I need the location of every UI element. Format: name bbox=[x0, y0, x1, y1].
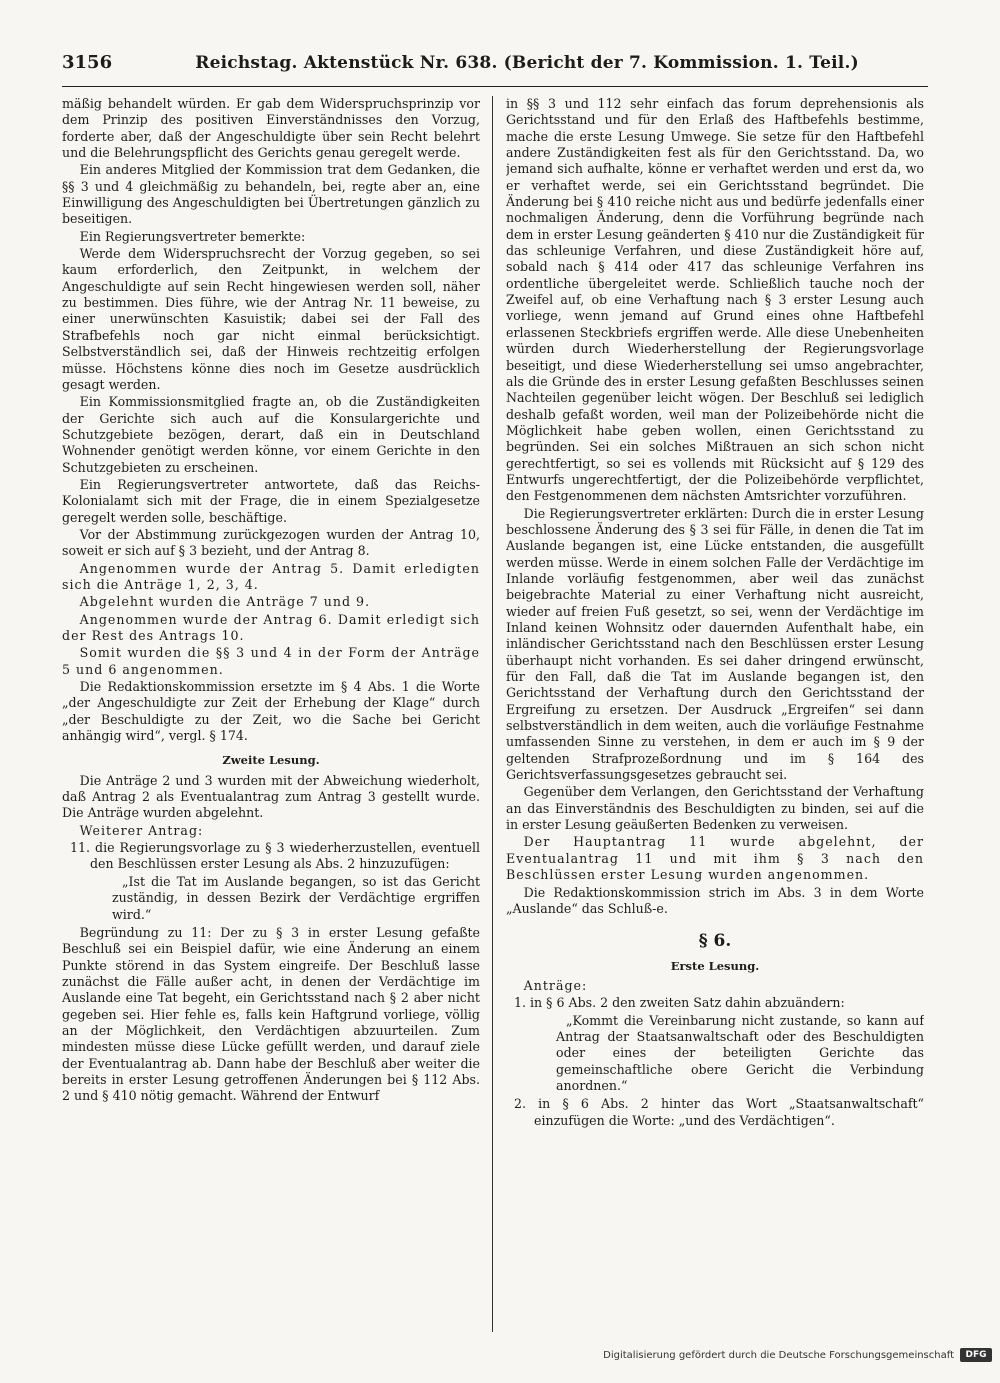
motion-item: 11. die Regierungsvorlage zu § 3 wiederherzustellen, eventuell den Beschlüssen erster Lesung als Abs. 2 hinzuzufügen: bbox=[70, 840, 480, 872]
paragraph: Die Regierungsvertreter erklärten: Durch die in erster Lesung beschlossene Änderung des § 3 sei für Fälle, in denen die Tat im Auslande begangen ist, eine Lücke entstanden, die ausgefüllt werden müsse. Werde in einem solchen Falle der Verdächtige im Inlande vorläufig festgenommen, aber weil das zunächst beigebrachte Material zu einer Verhaftung nicht ausreicht, wieder auf freien Fuß gesetzt, so sei, wenn der Verdächtige im Inland keinen Wohnsitz oder dauernden Aufenthalt habe, ein inländischer Gerichtsstand nach den Beschlüssen erster Lesung überhaupt nicht vorhanden. Es sei daher dringend erwünscht, für den Fall, daß die Tat im Auslande begangen ist, den Gerichtsstand der Verhaftung durch den Gerichtsstand der Ergreifung zu ersetzen. Der Ausdruck „Ergreifen“ sei dann selbstverständlich in dem weiten, auch die vorläufige Festnahme umfassenden Sinne zu verstehen, in dem er auch im § 9 der geltenden Strafprozeßordnung und im § 164 des Gerichtsverfassungsgesetzes gebraucht sei. bbox=[506, 505, 924, 783]
paragraph: Anträge: bbox=[523, 977, 588, 993]
page-number: 3156 bbox=[62, 52, 113, 73]
paragraph: Ein Regierungsvertreter bemerkte: bbox=[79, 228, 306, 244]
header-rule bbox=[62, 86, 928, 87]
paragraph: Die Redaktionskommission ersetzte im § 4 Abs. 1 die Worte „der Angeschuldigte zur Zeit der Erhebung der Klage“ durch „der Beschuldigte zu der Zeit, wo die Sache bei Gericht anhängig wird“, vergl. § 174. bbox=[62, 679, 480, 744]
paragraph: Somit wurden die §§ 3 und 4 in der Form der Anträge 5 und 6 angenommen. bbox=[62, 645, 480, 677]
paragraph: Ein Regierungsvertreter antwortete, daß das Reichs-Kolonialamt sich mit der Frage, die in einem Spezialgesetze geregelt werden solle, beschäftige. bbox=[62, 476, 480, 525]
paragraph: Angenommen wurde der Antrag 6. Damit erledigt sich der Rest des Antrags 10. bbox=[62, 611, 480, 643]
paragraph: Ein Kommissionsmitglied fragte an, ob die Zuständigkeiten der Gerichte sich auch auf die Konsulargerichte und Schutzgebiete bezögen, derart, daß ein in Deutschland Wohnender genötigt werden könne, vor einem Gerichte in den Schutzgebieten zu erscheinen. bbox=[62, 394, 480, 475]
section-heading: § 6. bbox=[698, 931, 732, 952]
motion-item: 2. in § 6 Abs. 2 hinter das Wort „Staatsanwaltschaft“ einzufügen die Worte: „und des Verdächtigen“. bbox=[514, 1096, 924, 1128]
right-column bbox=[506, 96, 924, 1332]
paragraph: Vor der Abstimmung zurückgezogen wurden der Antrag 10, soweit er sich auf § 3 bezieht, und der Antrag 8. bbox=[62, 526, 480, 559]
paragraph: Der Hauptantrag 11 wurde abgelehnt, der Eventualantrag 11 und mit ihm § 3 nach den Beschlüssen erster Lesung wurden angenommen. bbox=[506, 834, 924, 883]
dfg-logo: DFG bbox=[960, 1348, 992, 1362]
motion-item: 1. in § 6 Abs. 2 den zweiten Satz dahin abzuändern: bbox=[514, 995, 845, 1011]
subsection-heading: Zweite Lesung. bbox=[222, 753, 320, 768]
paragraph: Ein anderes Mitglied der Kommission trat dem Gedanken, die §§ 3 und 4 gleichmäßig zu behandeln, bei, regte aber an, eine Einwilligung des Angeschuldigten bei Übertretungen gänzlich zu beseitigen. bbox=[62, 162, 480, 227]
left-column bbox=[62, 96, 480, 1332]
funding-note: Digitalisierung gefördert durch die Deutsche Forschungsgemeinschaft bbox=[603, 1349, 954, 1361]
paragraph: Gegenüber dem Verlangen, den Gerichtsstand der Verhaftung an das Einverständnis des Beschuldigten zu binden, sei auf die in erster Lesung geäußerten Bedenken zu verweisen. bbox=[506, 784, 924, 833]
paragraph: Werde dem Widerspruchsrecht der Vorzug gegeben, so sei kaum erforderlich, den Zeitpunkt, in welchem der Angeschuldigte auf sein Recht hingewiesen werden soll, näher zu bestimmen. Dies führe, wie der Antrag Nr. 11 beweise, zu einer unerwünschten Kasuistik; dabei sei der Fall des Strafbefehls noch gar nicht einmal berücksichtigt. Selbstverständlich sei, daß der Hinweis rechtzeitig erfolgen müsse. Höchstens könne dies noch im Gesetze ausdrücklich gesagt werden. bbox=[62, 246, 480, 392]
paragraph: Angenommen wurde der Antrag 5. Damit erledigten sich die Anträge 1, 2, 3, 4. bbox=[62, 560, 480, 592]
document-page bbox=[62, 52, 928, 1342]
paragraph: in §§ 3 und 112 sehr einfach das forum deprehensionis als Gerichtsstand und für den Erlaß des Haftbefehls bestimme, mache die erste Lesung Umwege. Sie setze für den Haftbefehl andere Zuständigkeiten fest als für den Gerichtsstand. Da, wo jemand sich aufhalte, könne er verhaftet werden und erst da, wo er verhaftet werde, sei ein Gerichtsstand begründet. Die Änderung bei § 410 reiche nicht aus und bedürfe jedenfalls einer nochmaligen Änderung, denn die Vorführung begründe nach dem in erster Lesung geänderten § 410 nur die Zuständigkeit für das schleunige Verfahren, und diese Zuständigkeit höre auf, sobald nach § 414 oder 417 das schleunige Verfahren ins ordentliche übergeleitet werde. Schließlich tauche noch der Zweifel auf, ob eine Verhaftung nach § 3 erster Lesung auch vorliege, wenn jemand auf Grund eines ohne Haftbefehl erlassenen Steckbriefs ergriffen werde. Alle diese Unebenheiten würden durch Wiederherstellung der Regierungsvorlage beseitigt, und diese Wiederherstellung sei umso angebrachter, als die Gründe des in erster Lesung gefaßten Beschlusses seinen Nachteilen gegenüber leicht wögen. Der Beschluß sei lediglich deshalb gefaßt worden, weil man der Polizeibehörde nicht die Möglichkeit habe geben wollen, einen Gerichtsstand zu begründen. Sei ein solches Mißtrauen an sich schon nicht gerechtfertigt, so sei es vollends mit Rücksicht auf § 129 des Entwurfs ungerechtfertigt, der die Polizeibehörde verpflichtet, den Festgenommenen dem nächsten Amtsrichter vorzuführen. bbox=[506, 96, 924, 504]
paragraph: Die Anträge 2 und 3 wurden mit der Abweichung wiederholt, daß Antrag 2 als Eventualantrag zum Antrag 3 gestellt wurde. Die Anträge wurden abgelehnt. bbox=[62, 772, 480, 821]
column-divider bbox=[492, 96, 493, 1332]
paragraph: Abgelehnt wurden die Anträge 7 und 9. bbox=[79, 594, 371, 610]
quoted-text: „Kommt die Vereinbarung nicht zustande, so kann auf Antrag der Staatsanwaltschaft oder des Beschuldigten oder eines der beteiligten Gerichte das gemeinschaftliche obere Gericht die Verbindung anordnen.“ bbox=[556, 1012, 924, 1093]
paragraph: Weiterer Antrag: bbox=[79, 822, 204, 838]
running-title: Reichstag. Aktenstück Nr. 638. (Bericht der 7. Kommission. 1. Teil.) bbox=[195, 53, 859, 73]
page-footer bbox=[0, 1343, 992, 1367]
quoted-text: „Ist die Tat im Auslande begangen, so ist das Gericht zuständig, in dessen Bezirk der Verdächtige ergriffen wird.“ bbox=[112, 873, 480, 922]
paragraph: Die Redaktionskommission strich im Abs. 3 in dem Worte „Auslande“ das Schluß-e. bbox=[506, 884, 924, 916]
paragraph: Begründung zu 11: Der zu § 3 in erster Lesung gefaßte Beschluß sei ein Beispiel dafür, wie eine Änderung an einem Punkte störend in das System eingreife. Der Beschluß lasse zunächst die Fälle außer acht, in denen der Verdächtige im Auslande eine Tat begeht, ein Gerichtsstand nach § 2 aber nicht gegeben sei. Hier fehle es, falls kein Haftgrund vorliege, völlig an der Möglichkeit, den Verdächtigen abzuurteilen. Zum mindesten müsse diese Lücke gefüllt werden, und darauf ziele der Eventualantrag ab. Dann habe der Beschluß aber weiter die bereits in erster Lesung getroffenen Änderungen bei § 112 Abs. 2 und § 410 nötig gemacht. Während der Entwurf bbox=[62, 924, 480, 1104]
subsection-heading: Erste Lesung. bbox=[670, 958, 760, 973]
page-header bbox=[62, 52, 928, 82]
paragraph: mäßig behandelt würden. Er gab dem Widerspruchsprinzip vor dem Prinzip des positiven Einverständnisses den Vorzug, forderte aber, daß der Angeschuldigte über sein Recht belehrt und die Belehrungspflicht des Gerichts genau geregelt werde. bbox=[62, 96, 480, 161]
